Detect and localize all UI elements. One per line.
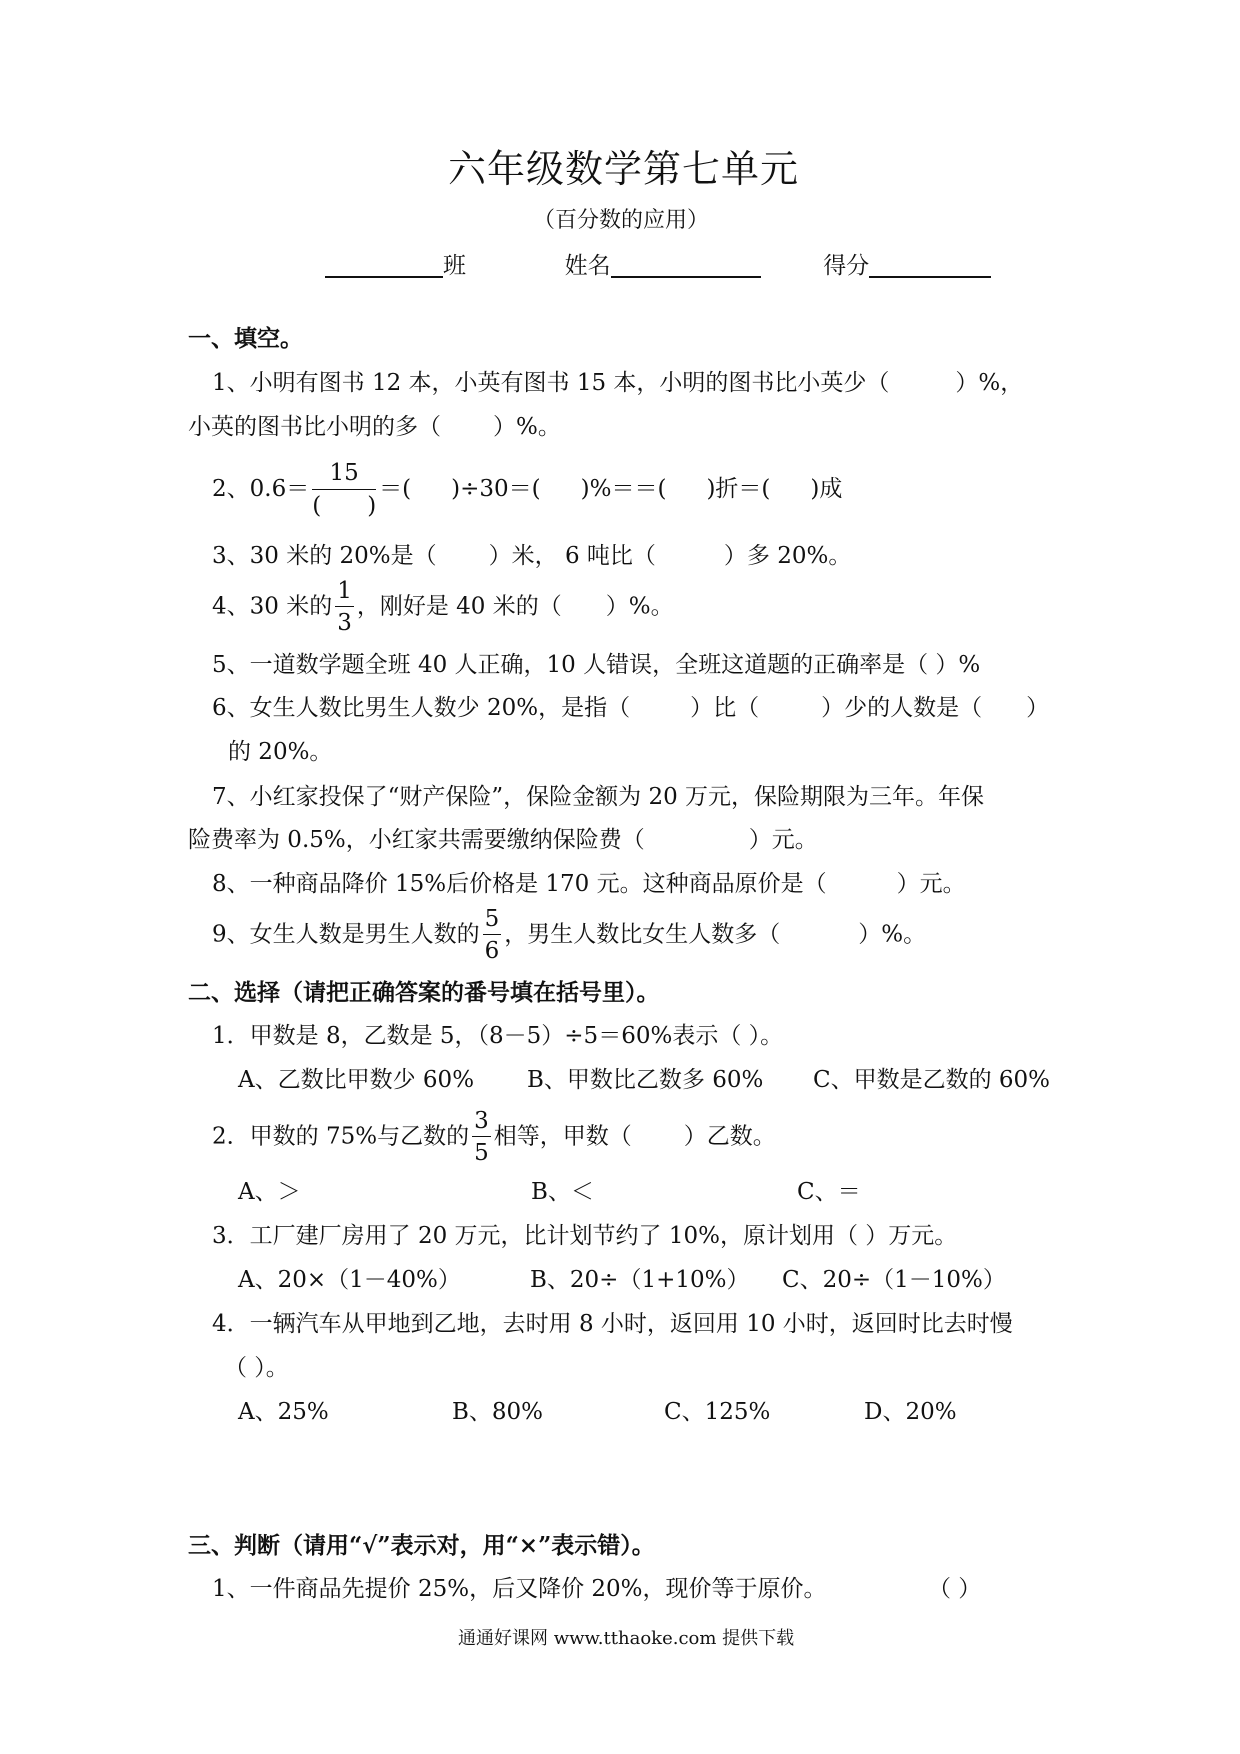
question-2: 2、0.6＝ $\frac{15}{( )}$ ＝( )÷30＝( )%＝＝( )折＝( )成 [212, 460, 843, 520]
choice-option[interactable]: A、＞ [238, 1179, 301, 1205]
choice-question-2: 2．甲数的 75%与乙数的 $\frac{3}{5}$ 相等，甲数（ ）乙数。 [212, 1108, 776, 1167]
question-6-line-1: 6、女生人数比男生人数少 20%，是指（ ）比（ ）少的人数是（ ） [212, 695, 1050, 721]
judge-question-1: 1、一件商品先提价 25%，后又降价 20%，现价等于原价。 [212, 1576, 827, 1602]
choice-option[interactable]: B、20÷（1+10%） [530, 1267, 750, 1293]
page-title: 六年级数学第七单元 [448, 147, 800, 191]
class-label: 班 [443, 253, 466, 279]
question-5: 5、一道数学题全班 40 人正确，10 人错误，全班这道题的正确率是（ ）% [212, 652, 981, 678]
choice-option[interactable]: B、80% [452, 1399, 544, 1425]
section-choice-heading: 二、选择（请把正确答案的番号填在括号里）。 [188, 979, 660, 1006]
judge-answer-blank[interactable]: （ ） [928, 1576, 982, 1602]
question-3: 3、30 米的 20%是（ ）米， 6 吨比（ ）多 20%。 [212, 543, 852, 569]
choice-option[interactable]: C、125% [664, 1399, 771, 1425]
choice-question-1: 1．甲数是 8，乙数是 5，（8－5）÷5＝60%表示（ ）。 [212, 1023, 784, 1049]
question-1-line-1: 1、小明有图书 12 本，小英有图书 15 本，小明的图书比小英少（ ）%， [212, 370, 1024, 396]
question-9: 9、女生人数是男生人数的 $\frac{5}{6}$ ，男生人数比女生人数多（ ）%。 [212, 906, 927, 965]
score-blank[interactable] [869, 250, 991, 278]
question-7-line-2: 险费率为 0.5%，小红家共需要缴纳保险费（ ）元。 [188, 827, 818, 853]
choice-option[interactable]: D、20% [864, 1399, 957, 1425]
choice-question-4-line-1: 4．一辆汽车从甲地到乙地，去时用 8 小时，返回用 10 小时，返回时比去时慢 [212, 1311, 1013, 1337]
score-label: 得分 [823, 253, 870, 279]
fraction: $\frac{5}{6}$ [484, 906, 500, 965]
page-footer: 通通好课网 www.tthaoke.com 提供下载 [458, 1628, 795, 1649]
choice-option[interactable]: C、＝ [797, 1179, 861, 1205]
section-fill-heading: 一、填空。 [188, 325, 303, 352]
choice-option[interactable]: B、甲数比乙数多 60% [527, 1067, 764, 1093]
question-7-line-1: 7、小红家投保了“财产保险”，保险金额为 20 万元，保险期限为三年。年保 [212, 784, 985, 810]
section-judge-heading: 三、判断（请用“√”表示对，用“×”表示错）。 [188, 1532, 655, 1559]
choice-option[interactable]: A、25% [238, 1399, 329, 1425]
fraction: $\frac{15}{( )}$ [312, 460, 377, 520]
choice-option[interactable]: C、20÷（1－10%） [782, 1267, 1006, 1293]
student-info-row [325, 250, 991, 284]
choice-option[interactable]: A、乙数比甲数少 60% [238, 1067, 475, 1093]
choice-question-4-line-2: （ ）。 [224, 1355, 289, 1381]
choice-option[interactable]: A、20×（1－40%） [238, 1267, 461, 1293]
page-subtitle: （百分数的应用） [533, 208, 710, 233]
class-blank[interactable] [325, 250, 443, 278]
question-6-line-2: 的 20%。 [228, 739, 333, 765]
question-1-line-2: 小英的图书比小明的多（ ）%。 [188, 414, 561, 440]
choice-question-3: 3．工厂建厂房用了 20 万元，比计划节约了 10%，原计划用（ ）万元。 [212, 1223, 958, 1249]
name-blank[interactable] [611, 250, 761, 278]
choice-option[interactable]: B、＜ [531, 1179, 594, 1205]
fraction: $\frac{3}{5}$ [474, 1108, 489, 1167]
name-label: 姓名 [564, 253, 611, 279]
fraction: $\frac{1}{3}$ [337, 578, 352, 637]
question-4: 4、30 米的 $\frac{1}{3}$ ，刚好是 40 米的（ ）%。 [212, 578, 674, 637]
question-8: 8、一种商品降价 15%后价格是 170 元。这种商品原价是（ ）元。 [212, 871, 966, 897]
choice-option[interactable]: C、甲数是乙数的 60% [813, 1067, 1051, 1093]
